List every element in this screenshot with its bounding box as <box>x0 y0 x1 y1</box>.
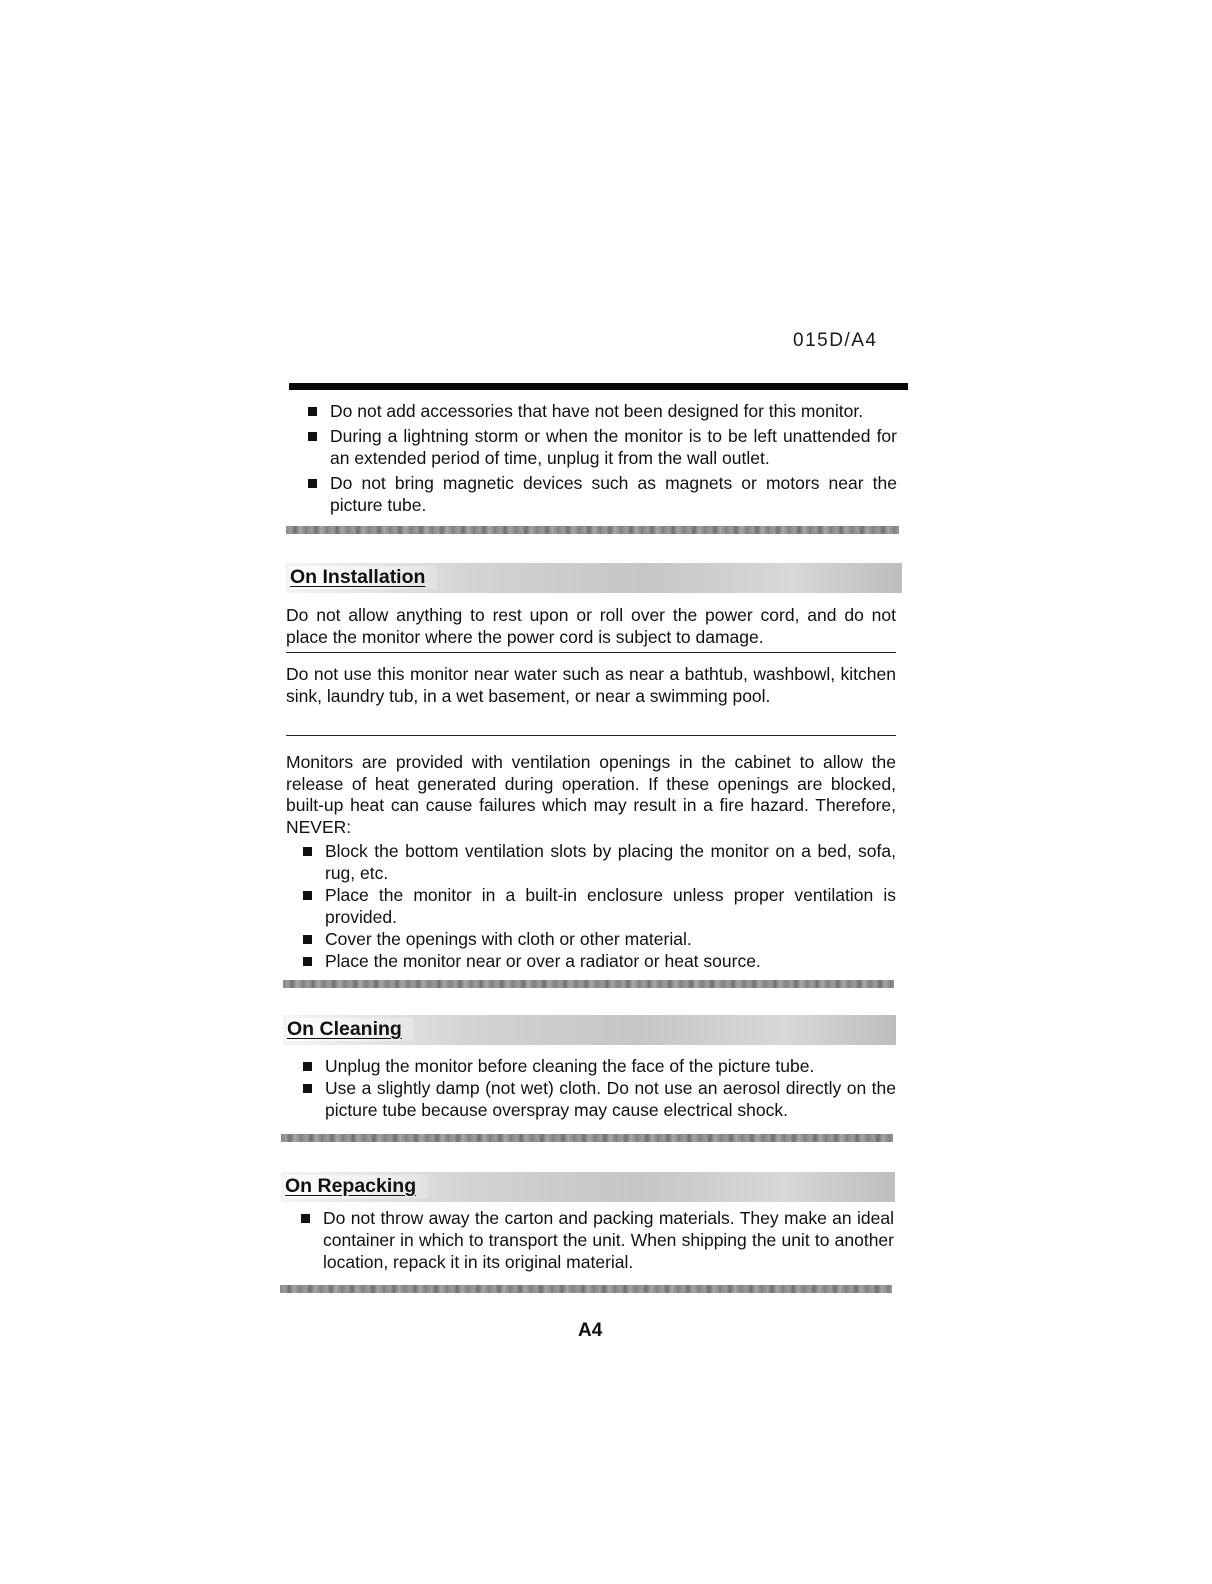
section-divider-bar <box>281 1134 893 1142</box>
list-item: Cover the openings with cloth or other material. <box>302 928 896 950</box>
repacking-title: On Repacking <box>285 1175 428 1198</box>
paragraph-divider <box>286 652 896 653</box>
cleaning-bullet-list <box>302 1055 896 1121</box>
list-item: Place the monitor near or over a radiator or heat source. <box>302 950 896 972</box>
installation-section-header <box>286 563 902 593</box>
list-item: Do not add accessories that have not been designed for this monitor. <box>307 400 897 422</box>
list-item: Place the monitor in a built-in enclosure unless proper ventilation is provided. <box>302 884 896 928</box>
section-divider-bar <box>280 1285 892 1293</box>
repacking-bullet-list <box>300 1207 894 1273</box>
installation-paragraph-ventilation: Monitors are provided with ventilation openings in the cabinet to allow the release of heat generated during operation. If these openings are blocked, built-up heat can cause failures which may result in a fire hazard. Therefore, NEVER: <box>286 752 896 837</box>
document-code: 015D/A4 <box>793 330 878 351</box>
section-divider-bar <box>286 526 899 534</box>
page-number: A4 <box>578 1320 603 1341</box>
installation-bullet-list <box>302 840 896 972</box>
intro-bullet-list <box>307 400 897 516</box>
installation-paragraph-water: Do not use this monitor near water such as near a bathtub, washbowl, kitchen sink, laundry tub, in a wet basement, or near a swimming pool. <box>286 664 896 706</box>
cleaning-title: On Cleaning <box>287 1018 414 1041</box>
top-divider <box>289 383 908 390</box>
installation-paragraph-power-cord: Do not allow anything to rest upon or roll over the power cord, and do not place the monitor where the power cord is subject to damage. <box>286 605 896 647</box>
installation-title: On Installation <box>290 566 437 589</box>
list-item: Block the bottom ventilation slots by placing the monitor on a bed, sofa, rug, etc. <box>302 840 896 884</box>
list-item: Unplug the monitor before cleaning the face of the picture tube. <box>302 1055 896 1077</box>
list-item: Do not throw away the carton and packing materials. They make an ideal container in which to transport the unit. When shipping the unit to another location, repack it in its original material. <box>300 1207 894 1273</box>
list-item: During a lightning storm or when the monitor is to be left unattended for an extended period of time, unplug it from the wall outlet. <box>307 425 897 469</box>
list-item: Use a slightly damp (not wet) cloth. Do not use an aerosol directly on the picture tube because overspray may cause electrical shock. <box>302 1077 896 1121</box>
cleaning-section-header <box>283 1015 896 1045</box>
list-item: Do not bring magnetic devices such as magnets or motors near the picture tube. <box>307 472 897 516</box>
section-divider-bar <box>283 980 894 988</box>
repacking-section-header <box>281 1172 895 1202</box>
paragraph-divider <box>286 735 896 736</box>
